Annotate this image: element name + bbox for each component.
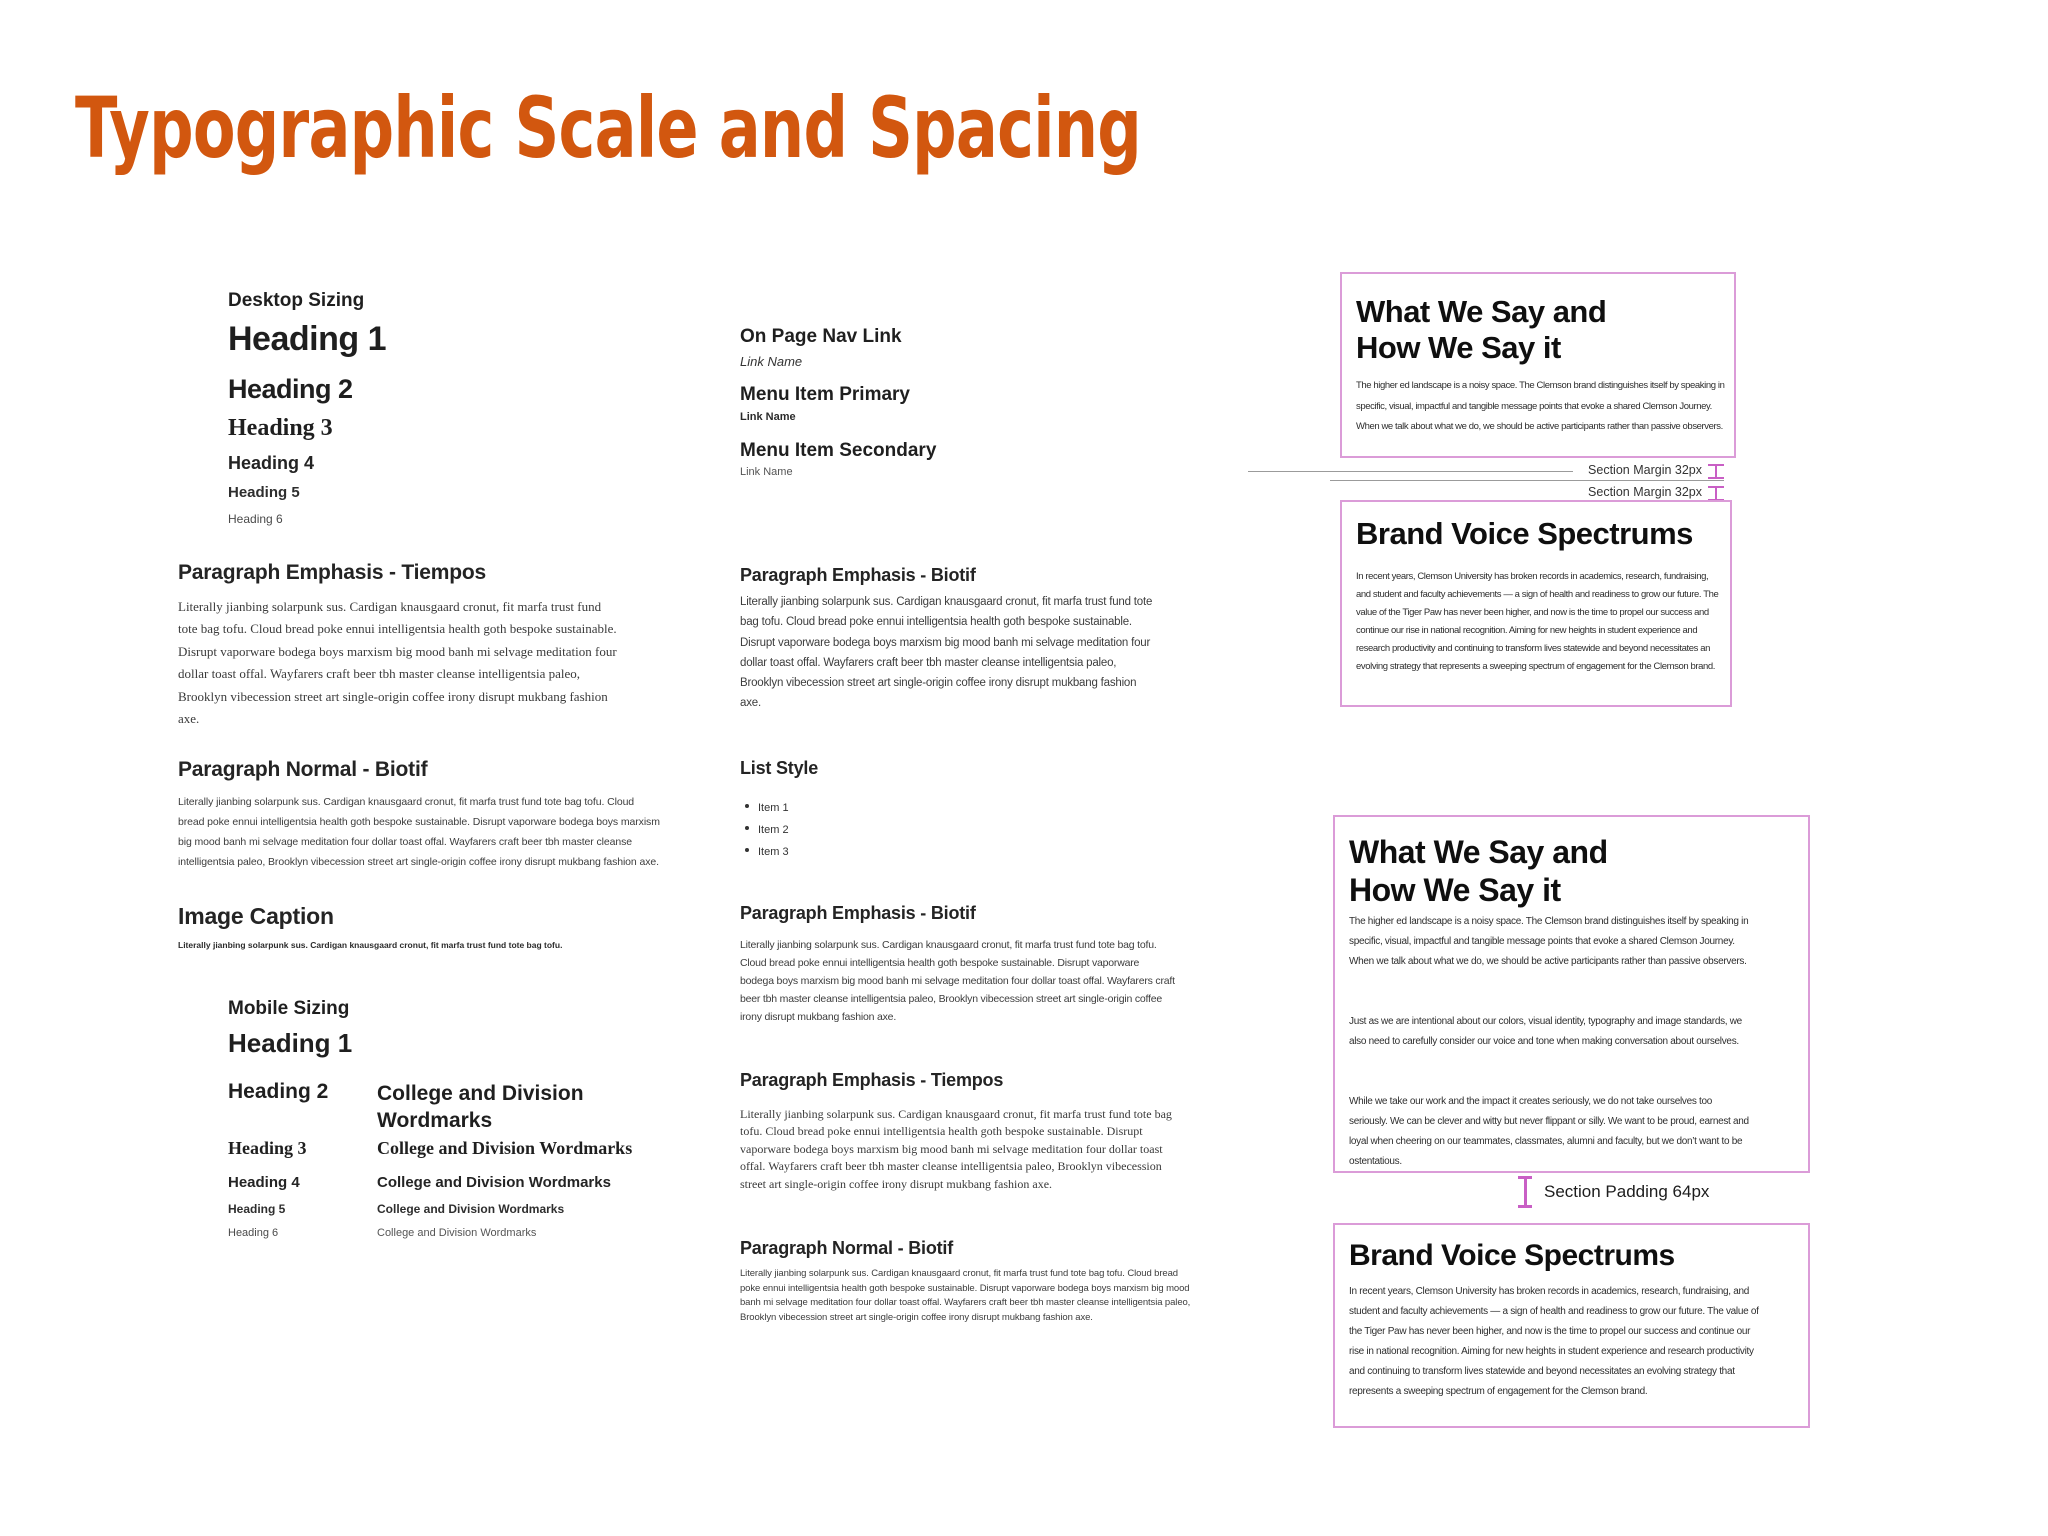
wordmark-sample-h3: College and Division Wordmarks [377, 1138, 633, 1158]
section-heading-biotif-normal: Paragraph Normal - Biotif [178, 758, 428, 781]
mobile-heading-6-sample: Heading 6 [228, 1227, 279, 1239]
mobile-heading-3-sample: Heading 3 [228, 1138, 307, 1158]
wordmark-sample-h4: College and Division Wordmarks [377, 1174, 611, 1191]
box-paragraph-1: The higher ed landscape is a noisy space. The Clemson brand distinguishes itself by speaking in specific, visual, impactful and tangible message points that evoke a shared Clemson Journey. When we talk about what we do, we should be active participants rather than passive observers. [1349, 916, 1749, 967]
on-page-nav-link-heading: On Page Nav Link [740, 326, 902, 347]
margin-rule-full [1330, 480, 1724, 481]
demo-box-brand-voice-top [1340, 500, 1732, 707]
image-caption-body: Literally jianbing solarpunk sus. Cardigan knausgaard cronut, fit marfa trust fund tote bag tofu. [178, 940, 563, 950]
demo-box-what-we-say-bottom [1333, 815, 1810, 1173]
box-title-what-we-say: What We Say and How We Say it [1356, 294, 1607, 365]
box-body-brand-voice-bottom: In recent years, Clemson University has broken records in academics, research, fundraising, and student and faculty achievements — a sign of health and readiness to grow our future. The value of the Tiger Paw has never been higher, and now is the time to propel our success and continue our rise in national recognition. Aiming for new heights in student experience and research productivity and continuing to transform lives statewide and beyond necessitates an evolving strategy that represents a sweeping spectrum of engagement for the Clemson brand. [1349, 1286, 1759, 1397]
section-heading-tiempos-emphasis: Paragraph Emphasis - Tiempos [178, 561, 486, 584]
demo-box-what-we-say-top [1340, 272, 1736, 458]
menu-item-primary-heading: Menu Item Primary [740, 384, 910, 405]
section-heading-biotif-emphasis-small: Paragraph Emphasis - Biotif [740, 903, 976, 923]
mobile-heading-1-sample: Heading 1 [228, 1028, 353, 1058]
wordmark-sample-h2: College and Division Wordmarks [377, 1082, 584, 1132]
desktop-heading-4-sample: Heading 4 [228, 453, 315, 473]
on-page-nav-link-sample[interactable]: Link Name [740, 354, 803, 369]
margin-ibeam-icon [1708, 486, 1724, 501]
page-title: Typographic Scale and Spacing [75, 79, 1142, 177]
box-paragraph-3: While we take our work and the impact it creates seriously, we do not take ourselves too seriously. We can be clever and witty but never flippant or silly. We want to be proud, earnest and loyal when cheering on our teammates, classmates, alumni and faculty, but we don’t want to be ostentatious. [1349, 1096, 1749, 1167]
wordmark-sample-h6: College and Division Wordmarks [377, 1227, 537, 1239]
demo-box-brand-voice-bottom [1333, 1223, 1810, 1428]
box-title-brand-voice: Brand Voice Spectrums [1356, 516, 1693, 551]
bullet-icon [745, 848, 749, 852]
list-item: Item 1 [745, 797, 789, 819]
margin-ibeam-icon [1708, 464, 1724, 479]
section-heading-tiempos-emphasis-mid: Paragraph Emphasis - Tiempos [740, 1070, 1004, 1090]
section-heading-biotif-emphasis-large: Paragraph Emphasis - Biotif [740, 565, 976, 585]
desktop-heading-2-sample: Heading 2 [228, 374, 353, 404]
mobile-heading-4-sample: Heading 4 [228, 1174, 300, 1191]
section-heading-image-caption: Image Caption [178, 903, 334, 929]
biotif-emphasis-large-body: Literally jianbing solarpunk sus. Cardigan knausgaard cronut, fit marfa trust fund tote bag tofu. Cloud bread poke ennui intelligentsia health goth bespoke sustainable. Disrupt vaporware bodega boys marxism big mood banh mi selvage meditation four dollar toast offal. Wayfarers craft beer tbh master cleanse intelligentsia paleo, Brooklyn vibecession street art single-origin coffee irony disrupt mukbang fashion axe. [740, 596, 1153, 710]
list-item: Item 3 [745, 841, 789, 863]
tiempos-emphasis-body: Literally jianbing solarpunk sus. Cardigan knausgaard cronut, fit marfa trust fund tote bag tofu. Cloud bread poke ennui intelligentsia health goth bespoke sustainable. Disrupt vaporware bodega boys marxism big mood banh mi selvage meditation four dollar toast offal. Wayfarers craft beer tbh master cleanse intelligentsia paleo, Brooklyn vibecession street art single-origin coffee irony disrupt mukbang fashion axe. [178, 599, 617, 727]
menu-item-secondary-sample[interactable]: Link Name [740, 466, 793, 478]
box-title-what-we-say-bottom: What We Say and How We Say it [1349, 834, 1608, 908]
section-padding-label: Section Padding 64px [1544, 1182, 1710, 1201]
desktop-heading-6-sample: Heading 6 [228, 512, 283, 526]
box-body-brand-voice: In recent years, Clemson University has broken records in academics, research, fundraising, and student and faculty achievements — a sign of health and readiness to grow our future. The value of the Tiger Paw has never been higher, and now is the time to propel our success and continue our rise in national recognition. Aiming for new heights in student experience and research productivity and continuing to transform lives statewide and beyond necessitates an evolving strategy that represents a sweeping spectrum of engagement for the Clemson brand. [1356, 571, 1719, 672]
wordmark-sample-h5: College and Division Wordmarks [377, 1202, 565, 1216]
tiempos-emphasis-mid-body: Literally jianbing solarpunk sus. Cardigan knausgaard cronut, fit marfa trust fund tote bag tofu. Cloud bread poke ennui intelligentsia health goth bespoke sustainable. Disrupt vaporware bodega boys marxism big mood banh mi selvage meditation four dollar toast offal. Wayfarers craft beer tbh master cleanse intelligentsia paleo, Brooklyn vibecession street art single-origin coffee irony disrupt mukbang fashion axe. [740, 1107, 1172, 1191]
menu-item-secondary-heading: Menu Item Secondary [740, 440, 937, 461]
section-margin-label-2: Section Margin 32px [1588, 485, 1702, 499]
mobile-heading-2-sample: Heading 2 [228, 1080, 329, 1103]
section-margin-label-1: Section Margin 32px [1588, 463, 1702, 477]
padding-ibeam-icon [1518, 1176, 1532, 1208]
bullet-icon [745, 804, 749, 808]
box-paragraph-2: Just as we are intentional about our colors, visual identity, typography and image standards, we also need to carefully consider our voice and tone when making conversation about ourselves. [1349, 1016, 1742, 1047]
biotif-emphasis-small-body: Literally jianbing solarpunk sus. Cardigan knausgaard cronut, fit marfa trust fund tote bag tofu. Cloud bread poke ennui intelligentsia health goth bespoke sustainable. Disrupt vaporware bodega boys marxism big mood banh mi selvage meditation four dollar toast offal. Wayfarers craft beer tbh master cleanse intelligentsia paleo, Brooklyn vibecession street art single-origin coffee irony disrupt mukbang fashion axe. [740, 939, 1175, 1023]
desktop-heading-3-sample: Heading 3 [228, 415, 333, 441]
biotif-normal-mid-body: Literally jianbing solarpunk sus. Cardigan knausgaard cronut, fit marfa trust fund tote bag tofu. Cloud bread poke ennui intelligentsia health goth bespoke sustainable. Disrupt vaporware bodega boys marxism big mood banh mi selvage meditation four dollar toast offal. Wayfarers craft beer tbh master cleanse intelligentsia paleo, Brooklyn vibecession street art single-origin coffee irony disrupt mukbang fashion axe. [740, 1268, 1191, 1323]
desktop-heading-1-sample: Heading 1 [228, 320, 386, 358]
biotif-normal-body: Literally jianbing solarpunk sus. Cardigan knausgaard cronut, fit marfa trust fund tote bag tofu. Cloud bread poke ennui intelligentsia health goth bespoke sustainable. Disrupt vaporware bodega boys marxism big mood banh mi selvage meditation four dollar toast offal. Wayfarers craft beer tbh master cleanse intelligentsia paleo, Brooklyn vibecession street art single-origin coffee irony disrupt mukbang fashion axe. [178, 796, 660, 868]
box-body-what-we-say: The higher ed landscape is a noisy space. The Clemson brand distinguishes itself by speaking in specific, visual, impactful and tangible message points that evoke a shared Clemson Journey. When we talk about what we do, we should be active participants rather than passive observers. [1356, 380, 1725, 433]
mobile-sizing-label: Mobile Sizing [228, 998, 350, 1019]
section-heading-biotif-normal-mid: Paragraph Normal - Biotif [740, 1238, 954, 1258]
desktop-sizing-label: Desktop Sizing [228, 290, 365, 311]
box-title-brand-voice-bottom: Brand Voice Spectrums [1349, 1239, 1675, 1272]
list-item: Item 2 [745, 819, 789, 841]
section-heading-list-style: List Style [740, 758, 819, 778]
bullet-icon [745, 826, 749, 830]
menu-item-primary-sample[interactable]: Link Name [740, 411, 796, 423]
mobile-heading-5-sample: Heading 5 [228, 1202, 286, 1216]
desktop-heading-5-sample: Heading 5 [228, 484, 300, 501]
